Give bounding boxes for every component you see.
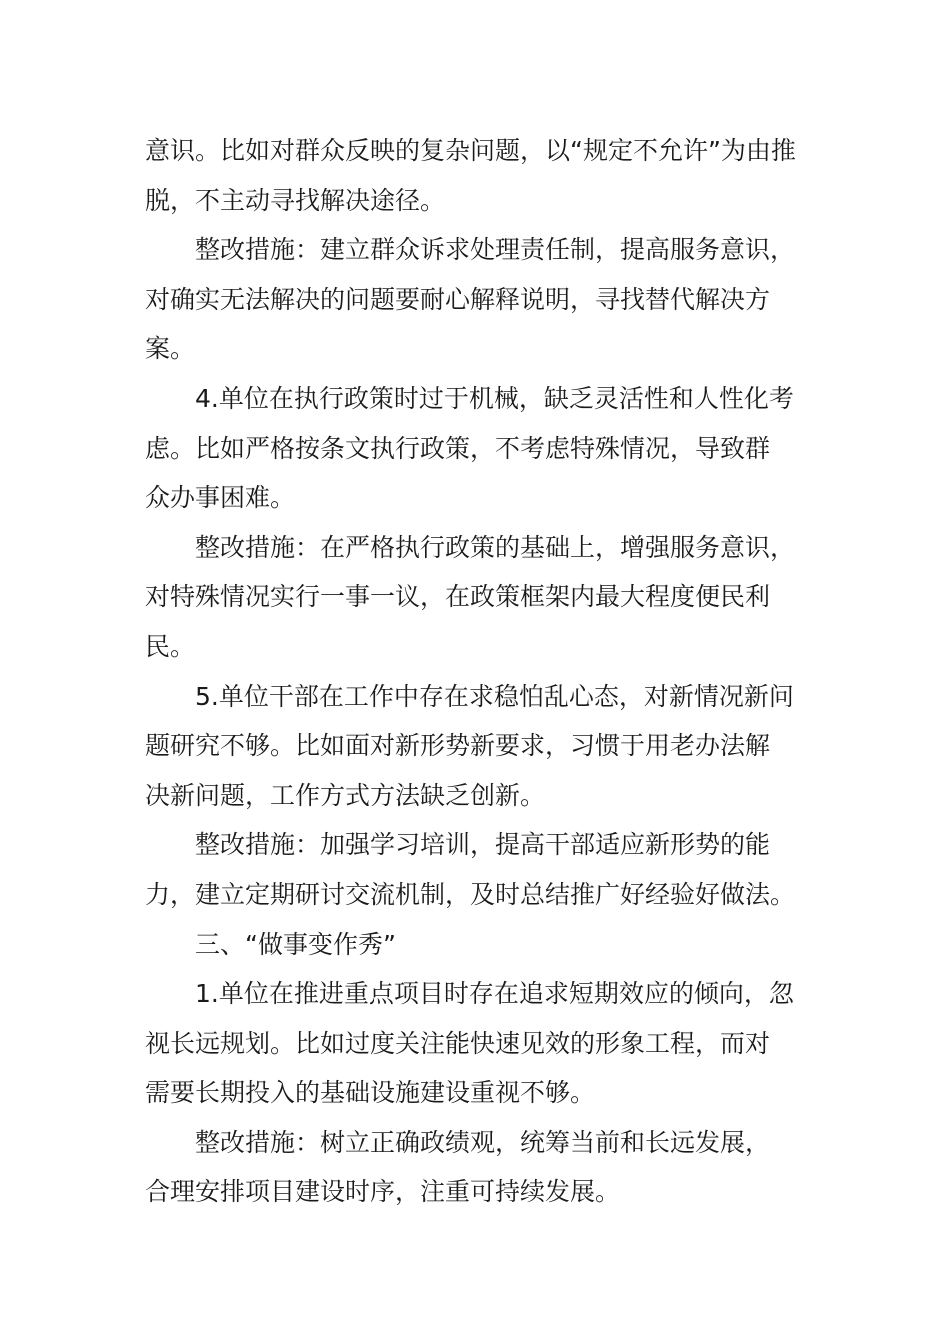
section-heading: 三、“做事变作秀” [195, 929, 396, 959]
text-line: 题研究不够。比如面对新形势新要求，习惯于用老办法解 [145, 731, 771, 761]
text-line: 对确实无法解决的问题要耐心解释说明，寻找替代解决方 [145, 284, 771, 314]
text-line: 整改措施：建立群众诉求处理责任制，提高服务意识， [195, 235, 796, 265]
text-line: 整改措施：加强学习培训，提高干部适应新形势的能 [195, 830, 771, 860]
text-line: 民。 [145, 631, 196, 661]
text-line: 合理安排项目建设时序，注重可持续发展。 [145, 1177, 621, 1207]
text-line: 视长远规划。比如过度关注能快速见效的形象工程，而对 [145, 1028, 771, 1058]
text-line: 5.单位干部在工作中存在求稳怕乱心态，对新情况新问 [195, 681, 794, 711]
text-line: 需要长期投入的基础设施建设重视不够。 [145, 1078, 596, 1108]
text-line: 决新问题，工作方式方法缺乏创新。 [145, 780, 546, 810]
text-line: 脱，不主动寻找解决途径。 [145, 185, 446, 215]
document-body [145, 126, 835, 1217]
text-line: 虑。比如严格按条文执行政策，不考虑特殊情况，导致群 [145, 433, 771, 463]
text-line: 4.单位在执行政策时过于机械，缺乏灵活性和人性化考 [195, 383, 794, 413]
text-line: 对特殊情况实行一事一议，在政策框架内最大程度便民利 [145, 582, 771, 612]
text-line: 案。 [145, 334, 196, 364]
text-line: 意识。比如对群众反映的复杂问题，以“规定不允许”为由推 [145, 136, 796, 165]
text-line: 整改措施：树立正确政绩观，统筹当前和长远发展， [195, 1127, 771, 1157]
text-line: 整改措施：在严格执行政策的基础上，增强服务意识， [195, 532, 796, 562]
text-line: 1.单位在推进重点项目时存在追求短期效应的倾向，忽 [195, 979, 794, 1009]
text-line: 众办事困难。 [145, 483, 296, 513]
text-line: 力，建立定期研讨交流机制，及时总结推广好经验好做法。 [145, 879, 796, 909]
